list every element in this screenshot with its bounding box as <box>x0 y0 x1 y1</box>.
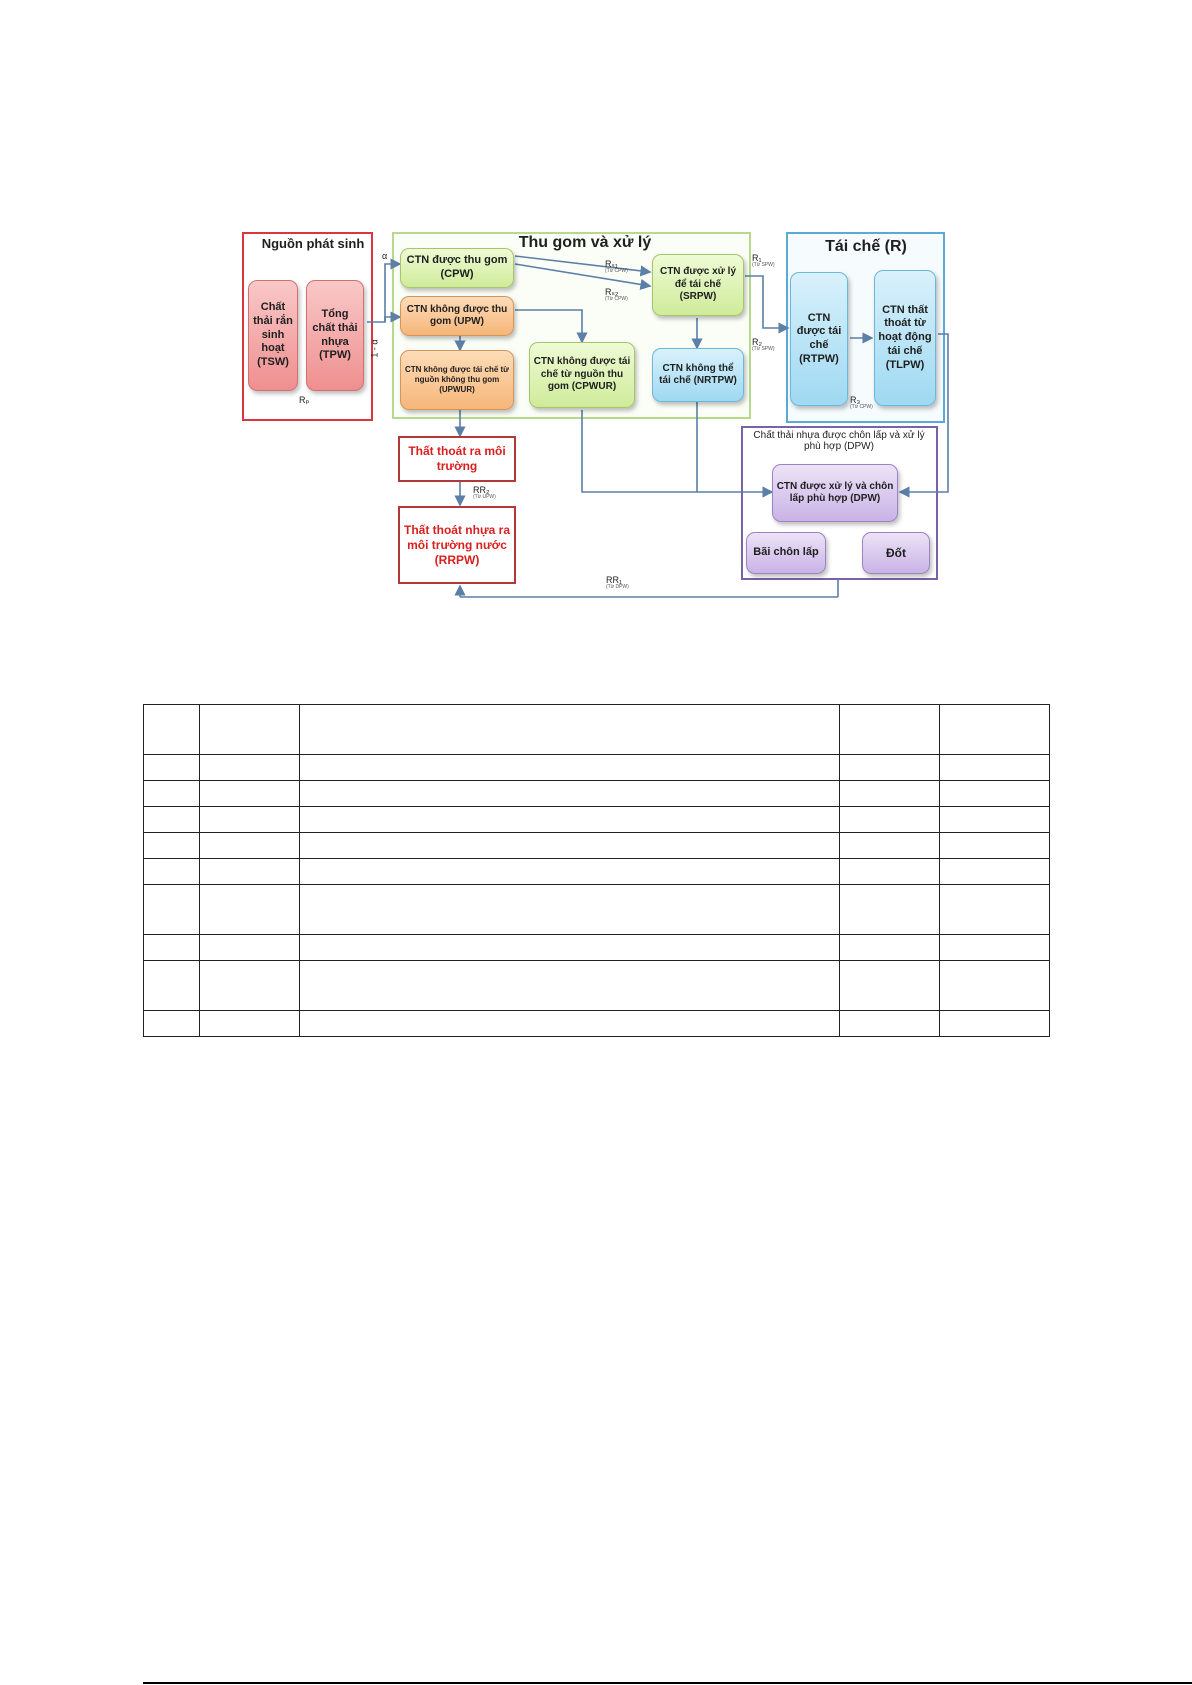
node-cpw: CTN được thu gom (CPW) <box>400 248 514 288</box>
table-cell <box>200 755 300 781</box>
panel-recycling-title: Tái chế (R) <box>825 238 907 255</box>
node-tsw: Chất thải rắn sinh hoạt (TSW) <box>248 280 298 391</box>
table-cell <box>840 755 940 781</box>
table-cell <box>940 807 1050 833</box>
table-cell <box>840 807 940 833</box>
table-cell <box>300 781 840 807</box>
label-rp: Rₚ <box>299 395 310 405</box>
label-rs1-text: Rₛ₁ <box>605 259 618 269</box>
node-burn: Đốt <box>862 532 930 574</box>
table-cell <box>200 885 300 935</box>
label-rr1 <box>606 576 629 590</box>
label-rr1-sub: (Từ DPW) <box>606 584 629 590</box>
table-cell <box>300 1011 840 1037</box>
table-cell <box>840 833 940 859</box>
node-upw: CTN không được thu gom (UPW) <box>400 296 514 336</box>
table-row <box>144 781 1050 807</box>
table-cell <box>200 935 300 961</box>
label-rs1 <box>605 260 628 274</box>
table-cell <box>940 1011 1050 1037</box>
table-cell <box>300 755 840 781</box>
label-rr2 <box>473 486 496 500</box>
table-cell <box>300 807 840 833</box>
node-rtpw: CTN được tái chế (RTPW) <box>790 272 848 406</box>
label-r3-sub: (Từ CPW) <box>850 404 873 410</box>
table-cell <box>300 961 840 1011</box>
table-cell <box>940 885 1050 935</box>
table-cell <box>200 961 300 1011</box>
data-table <box>143 704 1050 1037</box>
data-table-body <box>144 705 1050 1037</box>
table-row <box>144 807 1050 833</box>
panel-disposal-title: Chất thải nhựa được chôn lấp và xử lý phù hợp (DPW) <box>753 430 925 452</box>
node-srpw: CTN được xử lý để tái chế (SRPW) <box>652 254 744 316</box>
table-cell <box>200 833 300 859</box>
table-cell <box>300 885 840 935</box>
table-cell <box>144 705 200 755</box>
table-cell <box>840 781 940 807</box>
table-cell <box>144 807 200 833</box>
node-tlpw: CTN thất thoát từ hoạt động tái chế (TLPW) <box>874 270 936 406</box>
table-cell <box>840 859 940 885</box>
table-row <box>144 705 1050 755</box>
label-alpha: α <box>382 251 388 261</box>
label-rs2-text: Rₛ₂ <box>605 287 619 297</box>
label-rs1-sub: (Từ CPW) <box>605 268 628 274</box>
table-cell <box>200 781 300 807</box>
label-rs2 <box>605 288 628 302</box>
table-cell <box>200 859 300 885</box>
table-row <box>144 885 1050 935</box>
label-rr2-text: RR₂ <box>473 485 490 495</box>
flow-arrows <box>0 0 1192 620</box>
node-rrpw: Thất thoát nhựa ra môi trường nước (RRPW) <box>398 506 516 584</box>
label-r2 <box>752 338 775 352</box>
table-cell <box>940 705 1050 755</box>
label-r1-text: R₁ <box>752 253 762 263</box>
table-cell <box>144 781 200 807</box>
table-cell <box>300 705 840 755</box>
node-loss-env: Thất thoát ra môi trường <box>398 436 516 482</box>
table-cell <box>840 1011 940 1037</box>
table-row <box>144 961 1050 1011</box>
table-row <box>144 1011 1050 1037</box>
table-cell <box>840 961 940 1011</box>
table-cell <box>144 859 200 885</box>
table-cell <box>200 705 300 755</box>
node-nrtpw: CTN không thể tái chế (NRTPW) <box>652 348 744 402</box>
table-cell <box>200 807 300 833</box>
label-r2-text: R₂ <box>752 337 762 347</box>
label-rr2-sub: (Từ UPW) <box>473 494 496 500</box>
table-cell <box>300 833 840 859</box>
label-r2-sub: (Từ SPW) <box>752 346 775 352</box>
label-r3-text: R₃ <box>850 395 861 405</box>
table-cell <box>300 859 840 885</box>
table-cell <box>940 961 1050 1011</box>
node-landfill: Bãi chôn lấp <box>746 532 826 574</box>
label-one-minus-alpha: 1 - α <box>369 339 380 358</box>
table-row <box>144 833 1050 859</box>
label-r3 <box>850 396 873 410</box>
table-cell <box>300 935 840 961</box>
table-row <box>144 755 1050 781</box>
table-cell <box>940 781 1050 807</box>
table-cell <box>144 1011 200 1037</box>
table-cell <box>144 833 200 859</box>
page-footer-rule <box>143 1682 1192 1684</box>
label-r1 <box>752 254 775 268</box>
table-cell <box>144 961 200 1011</box>
table-cell <box>144 755 200 781</box>
panel-source-title: Nguồn phát sinh <box>261 236 365 251</box>
node-upwur: CTN không được tái chế từ nguồn không thu gom (UPWUR) <box>400 350 514 410</box>
table-cell <box>940 755 1050 781</box>
table-row <box>144 859 1050 885</box>
label-rs2-sub: (Từ CPW) <box>605 296 628 302</box>
table-row <box>144 935 1050 961</box>
table-cell <box>840 935 940 961</box>
table-cell <box>840 885 940 935</box>
table-cell <box>144 885 200 935</box>
table-cell <box>144 935 200 961</box>
table-cell <box>940 833 1050 859</box>
node-dpw: CTN được xử lý và chôn lấp phù hợp (DPW) <box>772 464 898 522</box>
node-tpw: Tổng chất thải nhựa (TPW) <box>306 280 364 391</box>
label-r1-sub: (Từ SPW) <box>752 262 775 268</box>
table-cell <box>840 705 940 755</box>
table-cell <box>200 1011 300 1037</box>
panel-collection-title: Thu gom và xử lý <box>518 234 652 251</box>
label-rr1-text: RR₁ <box>606 575 623 585</box>
node-cpwur: CTN không được tái chế từ nguồn thu gom (CPWUR) <box>529 342 635 408</box>
table-cell <box>940 859 1050 885</box>
table-cell <box>940 935 1050 961</box>
